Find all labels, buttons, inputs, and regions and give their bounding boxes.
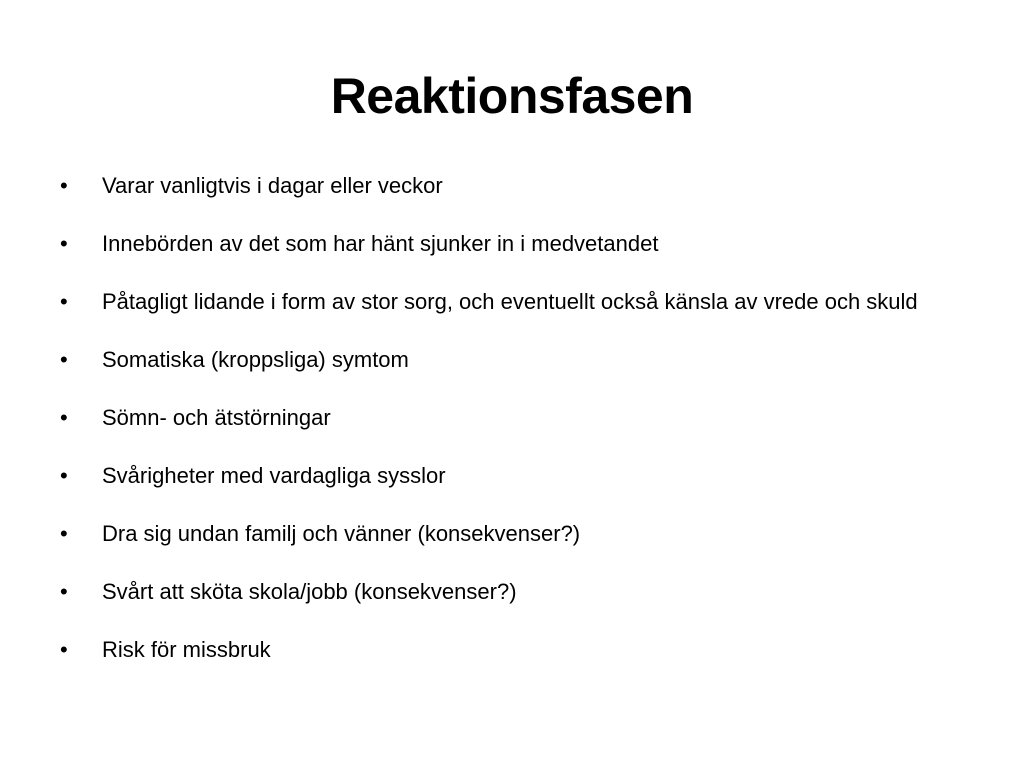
bullet-icon: • <box>60 231 68 256</box>
list-item <box>60 566 964 618</box>
slide-title: Reaktionsfasen <box>330 68 694 124</box>
list-item <box>60 276 964 328</box>
list-item <box>60 624 964 676</box>
list-item <box>60 508 964 560</box>
bullet-icon: • <box>60 637 68 662</box>
bullet-text: Påtagligt lidande i form av stor sorg, och eventuellt också känsla av vrede och skuld <box>102 289 918 314</box>
bullet-text: Risk för missbruk <box>102 637 271 662</box>
bullet-list <box>60 160 964 682</box>
bullet-text: Svårigheter med vardagliga sysslor <box>102 463 446 488</box>
bullet-icon: • <box>60 579 68 604</box>
bullet-icon: • <box>60 463 68 488</box>
bullet-text: Somatiska (kroppsliga) symtom <box>102 347 409 372</box>
bullet-text: Innebörden av det som har hänt sjunker in i medvetandet <box>102 231 659 256</box>
list-item <box>60 218 964 270</box>
list-item <box>60 334 964 386</box>
bullet-text: Sömn- och ätstörningar <box>102 405 331 430</box>
list-item <box>60 450 964 502</box>
bullet-text: Svårt att sköta skola/jobb (konsekvenser?) <box>102 579 517 604</box>
list-item <box>60 392 964 444</box>
bullet-icon: • <box>60 405 68 430</box>
bullet-icon: • <box>60 347 68 372</box>
bullet-icon: • <box>60 521 68 546</box>
bullet-icon: • <box>60 289 68 314</box>
list-item <box>60 160 964 212</box>
bullet-icon: • <box>60 173 68 198</box>
bullet-text: Varar vanligtvis i dagar eller veckor <box>102 173 443 198</box>
bullet-text: Dra sig undan familj och vänner (konsekvenser?) <box>102 521 581 546</box>
